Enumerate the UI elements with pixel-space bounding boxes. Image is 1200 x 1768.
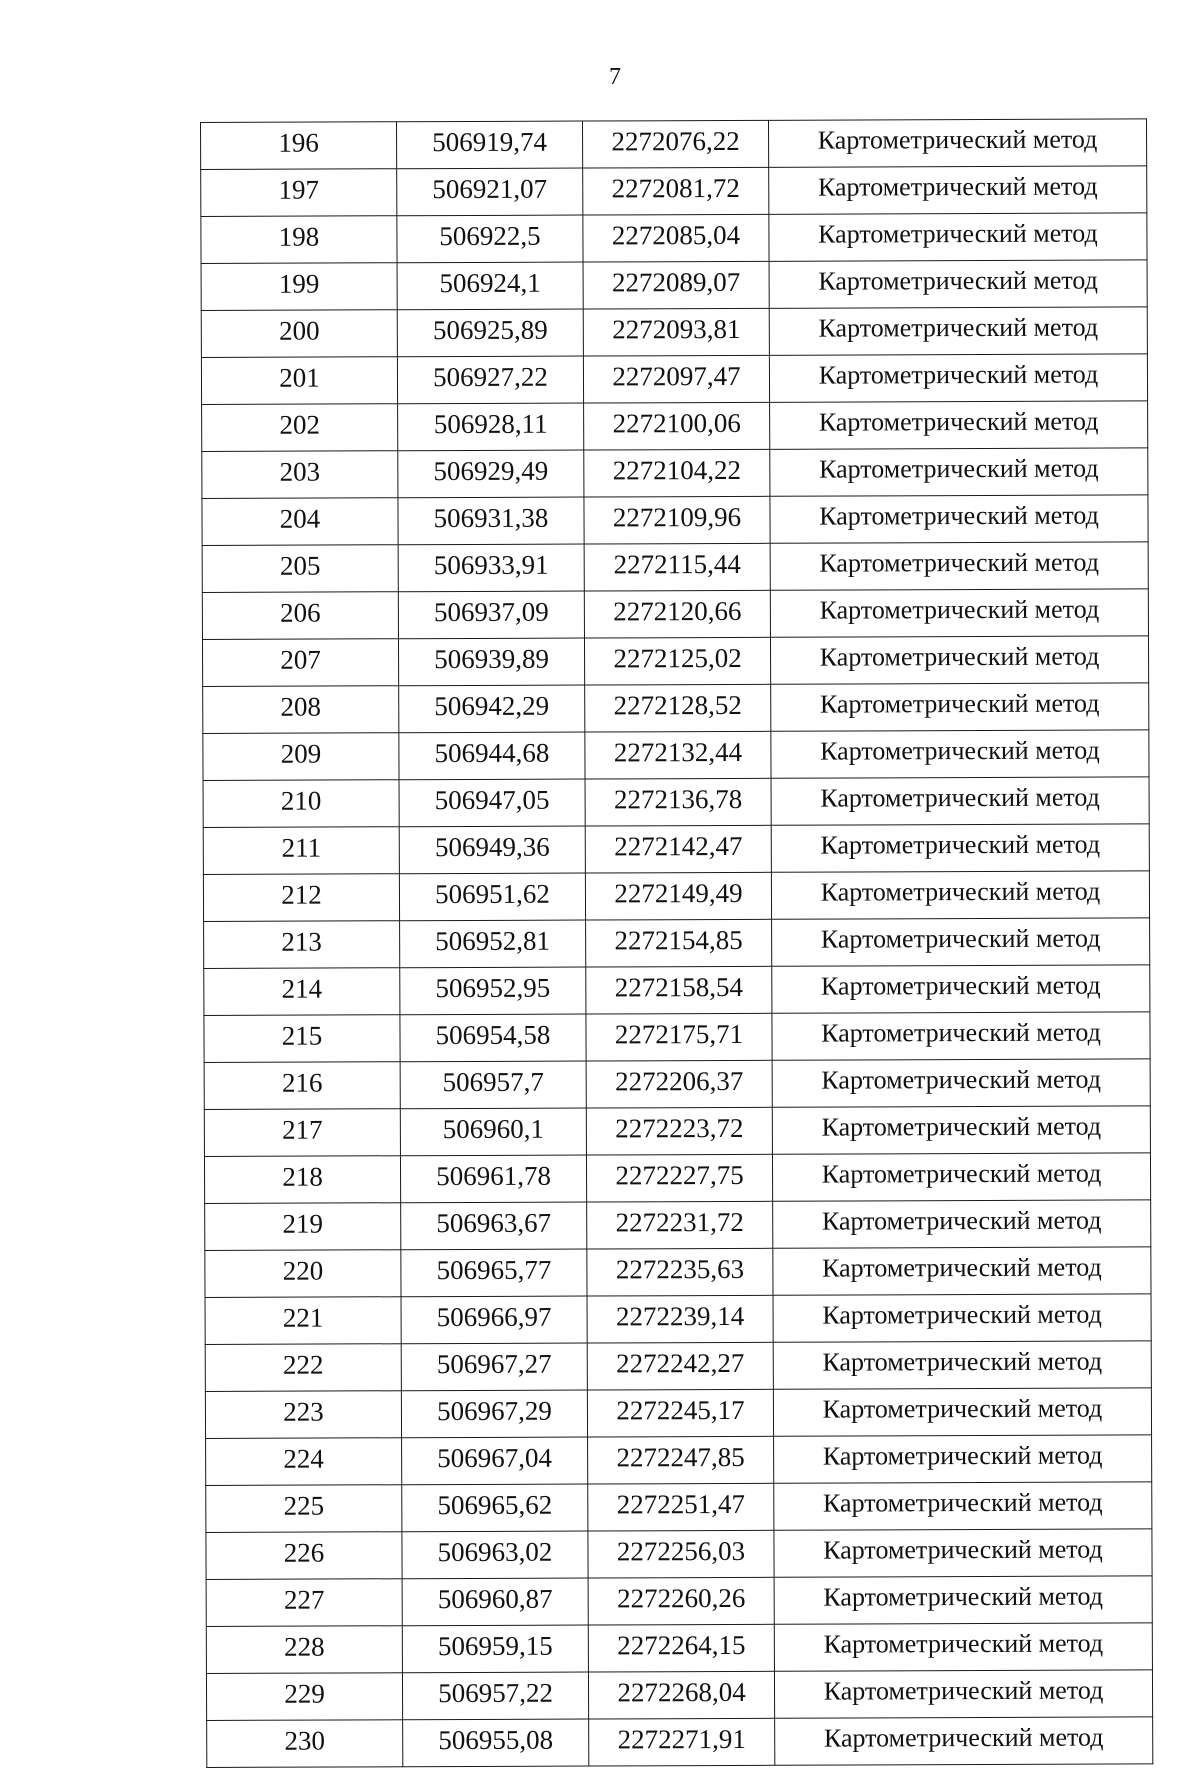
x-coordinate-cell: 506967,27 [401, 1343, 587, 1391]
method-cell: Картометрический метод [772, 1106, 1150, 1154]
y-coordinate-cell: 2272125,02 [584, 637, 770, 685]
table-row [203, 683, 1149, 734]
table-row [206, 1670, 1152, 1721]
method-cell: Картометрический метод [769, 213, 1147, 261]
table-row [205, 1200, 1151, 1251]
table-row [205, 1341, 1151, 1392]
table-row [201, 166, 1147, 217]
y-coordinate-cell: 2272235,63 [587, 1248, 773, 1296]
point-number-cell: 225 [206, 1485, 402, 1533]
y-coordinate-cell: 2272081,72 [583, 167, 769, 215]
point-number-cell: 204 [202, 498, 398, 546]
table-row [202, 495, 1148, 546]
y-coordinate-cell: 2272247,85 [588, 1436, 774, 1484]
y-coordinate-cell: 2272100,06 [584, 402, 770, 450]
table-row [205, 1294, 1151, 1345]
table-row [205, 1247, 1151, 1298]
x-coordinate-cell: 506939,89 [398, 638, 584, 686]
y-coordinate-cell: 2272175,71 [586, 1013, 772, 1061]
method-cell: Картометрический метод [770, 448, 1148, 496]
point-number-cell: 200 [201, 310, 397, 358]
y-coordinate-cell: 2272260,26 [588, 1577, 774, 1625]
table-row [206, 1623, 1152, 1674]
y-coordinate-cell: 2272142,47 [585, 825, 771, 873]
table-row [203, 871, 1149, 922]
x-coordinate-cell: 506925,89 [397, 309, 583, 357]
x-coordinate-cell: 506957,22 [402, 1672, 588, 1720]
table-row [201, 354, 1147, 405]
method-cell: Картометрический метод [772, 1153, 1150, 1201]
point-number-cell: 220 [205, 1250, 401, 1298]
point-number-cell: 202 [202, 404, 398, 452]
method-cell: Картометрический метод [773, 1294, 1151, 1342]
x-coordinate-cell: 506963,67 [401, 1202, 587, 1250]
method-cell: Картометрический метод [769, 354, 1147, 402]
coordinates-table-body [201, 119, 1153, 1768]
point-number-cell: 219 [205, 1203, 401, 1251]
page-number: 7 [609, 64, 621, 90]
x-coordinate-cell: 506951,62 [399, 873, 585, 921]
coordinates-table [200, 118, 1153, 1768]
method-cell: Картометрический метод [774, 1435, 1152, 1483]
y-coordinate-cell: 2272223,72 [586, 1107, 772, 1155]
x-coordinate-cell: 506921,07 [397, 168, 583, 216]
point-number-cell: 213 [204, 921, 400, 969]
y-coordinate-cell: 2272120,66 [584, 590, 770, 638]
point-number-cell: 208 [203, 686, 399, 734]
point-number-cell: 217 [204, 1109, 400, 1157]
point-number-cell: 224 [206, 1438, 402, 1486]
method-cell: Картометрический метод [770, 542, 1148, 590]
point-number-cell: 197 [201, 169, 397, 217]
method-cell: Картометрический метод [773, 1341, 1151, 1389]
table-row [204, 1059, 1150, 1110]
y-coordinate-cell: 2272242,27 [587, 1342, 773, 1390]
x-coordinate-cell: 506924,1 [397, 262, 583, 310]
point-number-cell: 221 [205, 1297, 401, 1345]
y-coordinate-cell: 2272271,91 [589, 1718, 775, 1766]
point-number-cell: 201 [201, 357, 397, 405]
method-cell: Картометрический метод [771, 824, 1149, 872]
y-coordinate-cell: 2272264,15 [588, 1624, 774, 1672]
y-coordinate-cell: 2272085,04 [583, 214, 769, 262]
table-row [206, 1435, 1152, 1486]
method-cell: Картометрический метод [772, 918, 1150, 966]
method-cell: Картометрический метод [769, 307, 1147, 355]
y-coordinate-cell: 2272268,04 [588, 1671, 774, 1719]
y-coordinate-cell: 2272245,17 [587, 1389, 773, 1437]
y-coordinate-cell: 2272251,47 [588, 1483, 774, 1531]
y-coordinate-cell: 2272256,03 [588, 1530, 774, 1578]
table-row [203, 730, 1149, 781]
x-coordinate-cell: 506967,29 [401, 1390, 587, 1438]
method-cell: Картометрический метод [768, 119, 1146, 167]
method-cell: Картометрический метод [774, 1576, 1152, 1624]
y-coordinate-cell: 2272093,81 [583, 308, 769, 356]
table-row [205, 1388, 1151, 1439]
point-number-cell: 207 [202, 639, 398, 687]
table-row [206, 1482, 1152, 1533]
table-row [206, 1529, 1152, 1580]
y-coordinate-cell: 2272132,44 [585, 731, 771, 779]
method-cell: Картометрический метод [771, 730, 1149, 778]
x-coordinate-cell: 506965,77 [401, 1249, 587, 1297]
x-coordinate-cell: 506942,29 [399, 685, 585, 733]
method-cell: Картометрический метод [774, 1482, 1152, 1530]
y-coordinate-cell: 2272231,72 [587, 1201, 773, 1249]
method-cell: Картометрический метод [772, 1059, 1150, 1107]
y-coordinate-cell: 2272158,54 [586, 966, 772, 1014]
x-coordinate-cell: 506966,97 [401, 1296, 587, 1344]
table-row [206, 1576, 1152, 1627]
x-coordinate-cell: 506933,91 [398, 544, 584, 592]
point-number-cell: 215 [204, 1015, 400, 1063]
point-number-cell: 205 [202, 545, 398, 593]
y-coordinate-cell: 2272076,22 [582, 120, 768, 168]
point-number-cell: 214 [204, 968, 400, 1016]
y-coordinate-cell: 2272097,47 [583, 355, 769, 403]
x-coordinate-cell: 506960,1 [400, 1108, 586, 1156]
table-row [204, 965, 1150, 1016]
table-row [204, 1106, 1150, 1157]
x-coordinate-cell: 506931,38 [398, 497, 584, 545]
y-coordinate-cell: 2272149,49 [585, 872, 771, 920]
x-coordinate-cell: 506952,95 [400, 967, 586, 1015]
y-coordinate-cell: 2272154,85 [586, 919, 772, 967]
point-number-cell: 229 [206, 1673, 402, 1721]
x-coordinate-cell: 506929,49 [398, 450, 584, 498]
x-coordinate-cell: 506963,02 [402, 1531, 588, 1579]
point-number-cell: 222 [205, 1344, 401, 1392]
x-coordinate-cell: 506944,68 [399, 732, 585, 780]
point-number-cell: 212 [203, 874, 399, 922]
point-number-cell: 228 [206, 1626, 402, 1674]
y-coordinate-cell: 2272206,37 [586, 1060, 772, 1108]
x-coordinate-cell: 506965,62 [402, 1484, 588, 1532]
x-coordinate-cell: 506919,74 [397, 121, 583, 169]
point-number-cell: 209 [203, 733, 399, 781]
x-coordinate-cell: 506960,87 [402, 1578, 588, 1626]
table-row [204, 1153, 1150, 1204]
method-cell: Картометрический метод [771, 871, 1149, 919]
table-row [201, 213, 1147, 264]
table-row [201, 260, 1147, 311]
y-coordinate-cell: 2272104,22 [584, 449, 770, 497]
table-row [202, 589, 1148, 640]
point-number-cell: 206 [202, 592, 398, 640]
x-coordinate-cell: 506957,7 [400, 1061, 586, 1109]
x-coordinate-cell: 506959,15 [402, 1625, 588, 1673]
point-number-cell: 210 [203, 780, 399, 828]
method-cell: Картометрический метод [774, 1623, 1152, 1671]
method-cell: Картометрический метод [771, 777, 1149, 825]
point-number-cell: 203 [202, 451, 398, 499]
y-coordinate-cell: 2272227,75 [586, 1154, 772, 1202]
point-number-cell: 198 [201, 216, 397, 264]
method-cell: Картометрический метод [774, 1670, 1152, 1718]
table-row [204, 918, 1150, 969]
method-cell: Картометрический метод [770, 636, 1148, 684]
point-number-cell: 227 [206, 1579, 402, 1627]
point-number-cell: 226 [206, 1532, 402, 1580]
method-cell: Картометрический метод [772, 965, 1150, 1013]
x-coordinate-cell: 506922,5 [397, 215, 583, 263]
x-coordinate-cell: 506949,36 [399, 826, 585, 874]
method-cell: Картометрический метод [770, 495, 1148, 543]
method-cell: Картометрический метод [769, 166, 1147, 214]
table-row [202, 448, 1148, 499]
x-coordinate-cell: 506928,11 [398, 403, 584, 451]
method-cell: Картометрический метод [773, 1200, 1151, 1248]
method-cell: Картометрический метод [769, 260, 1147, 308]
x-coordinate-cell: 506954,58 [400, 1014, 586, 1062]
table-row [202, 401, 1148, 452]
x-coordinate-cell: 506952,81 [400, 920, 586, 968]
method-cell: Картометрический метод [772, 1012, 1150, 1060]
y-coordinate-cell: 2272115,44 [584, 543, 770, 591]
point-number-cell: 211 [203, 827, 399, 875]
x-coordinate-cell: 506961,78 [400, 1155, 586, 1203]
y-coordinate-cell: 2272109,96 [584, 496, 770, 544]
point-number-cell: 230 [207, 1720, 403, 1768]
method-cell: Картометрический метод [771, 683, 1149, 731]
x-coordinate-cell: 506937,09 [398, 591, 584, 639]
y-coordinate-cell: 2272239,14 [587, 1295, 773, 1343]
table-row [202, 636, 1148, 687]
table-row [204, 1012, 1150, 1063]
point-number-cell: 199 [201, 263, 397, 311]
table-row [203, 824, 1149, 875]
method-cell: Картометрический метод [770, 401, 1148, 449]
point-number-cell: 218 [204, 1156, 400, 1204]
method-cell: Картометрический метод [773, 1247, 1151, 1295]
y-coordinate-cell: 2272089,07 [583, 261, 769, 309]
method-cell: Картометрический метод [770, 589, 1148, 637]
table-row [203, 777, 1149, 828]
y-coordinate-cell: 2272128,52 [585, 684, 771, 732]
point-number-cell: 223 [205, 1391, 401, 1439]
table-row [201, 119, 1147, 170]
x-coordinate-cell: 506947,05 [399, 779, 585, 827]
method-cell: Картометрический метод [773, 1388, 1151, 1436]
point-number-cell: 196 [201, 122, 397, 170]
table-row [202, 542, 1148, 593]
table-row [201, 307, 1147, 358]
x-coordinate-cell: 506955,08 [403, 1719, 589, 1767]
x-coordinate-cell: 506927,22 [397, 356, 583, 404]
method-cell: Картометрический метод [774, 1529, 1152, 1577]
method-cell: Картометрический метод [775, 1717, 1153, 1765]
y-coordinate-cell: 2272136,78 [585, 778, 771, 826]
point-number-cell: 216 [204, 1062, 400, 1110]
x-coordinate-cell: 506967,04 [402, 1437, 588, 1485]
table-row [207, 1717, 1153, 1768]
